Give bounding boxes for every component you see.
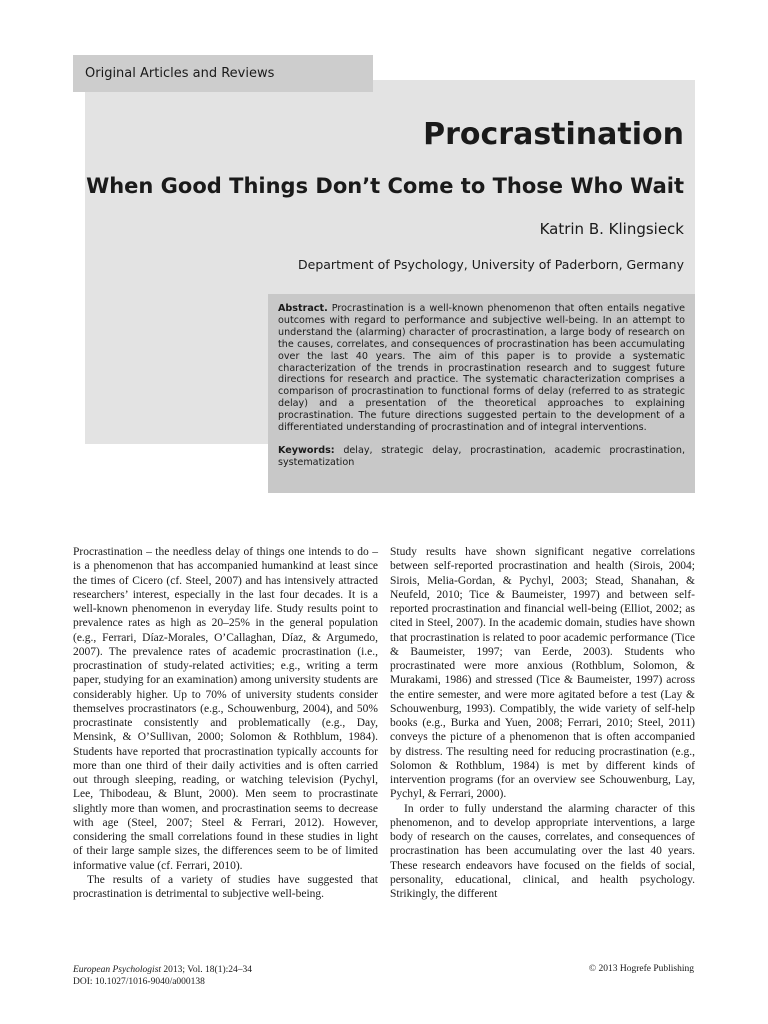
article-title: Procrastination — [423, 117, 684, 152]
body-paragraph: Study results have shown significant negative correlations between self-reported procrastination and health (Sirois, 2004; Sirois, Melia-Gordan, & Pychyl, 2003; Stead, Shanahan, & Neufeld, 2010; Tice & Baumeister, 1997) and between self-reported procrastination and financial well-being (Elliot, 2002; as cited in Steel, 2007). In the academic domain, studies have shown that procrastination is related to poor academic performance (Tice & Baumeister, 1997; van Eerde, 2003). Students who procrastinated were more anxious (Rothblum, Solomon, & Murakami, 1986) and stressed (Tice & Baumeister, 1997) across the entire semester, and were more agitated before a test (Lay & Schouwenburg, 1993). Compatibly, the wide variety of self-help books (e.g., Burka and Yuen, 2008; Ferrari, 2010; Steel, 2011) conveys the picture of a phenomenon that is often accompanied by distress. The resulting need for reducing procrastination (e.g., Solomon & Rothblum, 1984) is met by different kinds of intervention programs (for an overview see Schouwenburg, Lay, Pychyl, & Ferrari, 2000). — [390, 546, 695, 801]
journal-volume: 2013; Vol. 18(1):24–34 — [161, 965, 253, 975]
journal-name: European Psychologist — [73, 965, 162, 975]
article-subtitle: When Good Things Don’t Come to Those Who Wait — [86, 174, 684, 198]
author-affiliation: Department of Psychology, University of Paderborn, Germany — [298, 257, 684, 272]
author-name: Katrin B. Klingsieck — [539, 220, 684, 238]
section-label: Original Articles and Reviews — [73, 55, 373, 92]
body-paragraph: Procrastination – the needless delay of things one intends to do – is a phenomenon that has accompanied humankind at least since the times of Cicero (cf. Steel, 2007) and has intensively attracted researchers’ interest, especially in the last four decades. It is a well-known phenomenon in everyday life. Study results point to prevalence rates as high as 20–25% in the general population (e.g., Ferrari, Díaz-Morales, O’Callaghan, Díaz, & Argumedo, 2007). The prevalence rates of academic procrastination (i.e., procrastination of study-related activities; e.g., writing a term paper, studying for an examination) among university students are considerably higher. Up to 70% of university students consider themselves procrastinators (e.g., Schouwenburg, 2004), and 50% procrastinate consistently and problematically (e.g., Day, Mensink, & O’Sullivan, 2000; Solomon & Rothblum, 1984). Students have reported that procrastination typically accounts for more than one third of their daily activities and is often carried out through sleeping, reading, or watching television (Pychyl, Lee, Thibodeau, & Blunt, 2000). Men seem to procrastinate slightly more than women, and procrastination seems to decrease with age (Steel, 2007; Steel & Ferrari, 2012). However, considering the small correlations found in these studies in light of their large sample sizes, the differences seem to be of limited informative value (cf. Ferrari, 2010). — [73, 546, 378, 872]
keywords — [278, 445, 685, 469]
body-paragraph: In order to fully understand the alarming character of this phenomenon, and to develop appropriate interventions, a large body of research on the causes, correlates, and consequences of procrastination has been accumulating over the last 40 years. These research endeavors have focused on the fields of social, personality, educational, clinical, and health psychology. Strikingly, the different — [390, 802, 695, 900]
body-paragraph: The results of a variety of studies have suggested that procrastination is detrimental to subjective well-being. — [73, 873, 378, 900]
body-column-right — [390, 545, 695, 901]
footer-citation — [73, 964, 393, 988]
keywords-text: delay, strategic delay, procrastination, academic procrastination, systematization — [278, 444, 685, 468]
doi: DOI: 10.1027/1016-9040/a000138 — [73, 977, 205, 987]
copyright: © 2013 Hogrefe Publishing — [588, 964, 694, 974]
abstract-text: Procrastination is a well-known phenomenon that often entails negative outcomes with regard to performance and subjective well-being. In an attempt to understand the (alarming) character of procrastination, a large body of research on the causes, correlates, and consequences of procrastination has been accumulating over the last 40 years. The aim of this paper is to provide a systematic characterization of the trends in procrastination research and to suggest future directions for research and practice. The systematic characterization comprises a comparison of procrastination to functional forms of delay (referred to as strategic delay) and a presentation of the theoretical approaches to explaining procrastination. The future directions suggested pertain to the development of a differentiated understanding of procrastination and of integral interventions. — [278, 303, 685, 434]
abstract-box — [268, 294, 695, 493]
body-column-left — [73, 545, 378, 901]
abstract — [278, 303, 685, 434]
keywords-label: Keywords: — [278, 444, 335, 456]
abstract-label: Abstract. — [278, 303, 328, 314]
